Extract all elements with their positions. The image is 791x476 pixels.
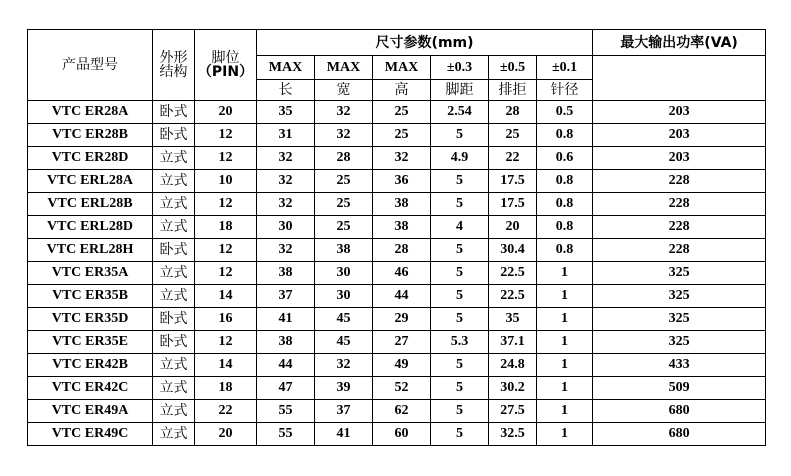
table-row [28,193,766,216]
table-row [28,285,766,308]
cell-pitch: 5 [431,423,489,446]
table-row [28,101,766,124]
cell-width: 45 [315,308,373,331]
cell-shape: 卧式 [153,101,195,124]
cell-pin-diam: 1 [537,308,593,331]
header-pins [195,30,257,101]
header-shape-line2: 结构 [159,64,188,80]
cell-model: VTC ER49A [28,400,153,423]
cell-height: 25 [373,124,431,147]
cell-model: VTC ER42B [28,354,153,377]
cell-spacing: 37.1 [489,331,537,354]
cell-pitch: 5 [431,354,489,377]
cell-model: VTC ERL28H [28,239,153,262]
table-row [28,239,766,262]
cell-length: 31 [257,124,315,147]
table-row [28,147,766,170]
table-row [28,331,766,354]
cell-length: 32 [257,170,315,193]
cell-pin-diam: 0.8 [537,216,593,239]
cell-shape: 立式 [153,377,195,400]
header-dimensions: 尺寸参数(mm) [257,30,593,56]
cell-pins: 10 [195,170,257,193]
cell-power: 325 [593,331,766,354]
header-width: 宽 [315,80,373,101]
cell-pitch: 4 [431,216,489,239]
cell-power: 228 [593,170,766,193]
header-height-tol: MAX [373,56,431,80]
header-pin-diam: 针径 [537,80,593,101]
cell-length: 55 [257,400,315,423]
cell-spacing: 35 [489,308,537,331]
cell-width: 28 [315,147,373,170]
cell-pin-diam: 1 [537,400,593,423]
cell-pitch: 5 [431,400,489,423]
table-row [28,400,766,423]
cell-pins: 12 [195,239,257,262]
cell-length: 38 [257,331,315,354]
cell-power: 509 [593,377,766,400]
cell-height: 62 [373,400,431,423]
cell-pins: 12 [195,147,257,170]
cell-shape: 卧式 [153,124,195,147]
cell-pitch: 5 [431,308,489,331]
header-power: 最大输出功率(VA) [593,30,766,56]
cell-width: 41 [315,423,373,446]
table-row [28,262,766,285]
header-length-tol: MAX [257,56,315,80]
cell-height: 25 [373,101,431,124]
table-row [28,124,766,147]
header-width-tol: MAX [315,56,373,80]
header-pitch-tol: ±0.3 [431,56,489,80]
table-row [28,377,766,400]
cell-pin-diam: 1 [537,331,593,354]
cell-pitch: 5 [431,170,489,193]
cell-pin-diam: 0.8 [537,124,593,147]
cell-power: 203 [593,101,766,124]
cell-power: 325 [593,285,766,308]
header-row-1 [28,30,766,56]
cell-height: 27 [373,331,431,354]
cell-length: 35 [257,101,315,124]
cell-power: 228 [593,216,766,239]
cell-shape: 立式 [153,170,195,193]
cell-power: 228 [593,193,766,216]
cell-power: 325 [593,308,766,331]
cell-power: 680 [593,400,766,423]
cell-pins: 22 [195,400,257,423]
cell-pitch: 2.54 [431,101,489,124]
cell-pitch: 5 [431,262,489,285]
cell-spacing: 30.2 [489,377,537,400]
cell-pitch: 5 [431,285,489,308]
cell-width: 32 [315,101,373,124]
cell-length: 38 [257,262,315,285]
cell-width: 32 [315,354,373,377]
header-pins-line2: （PIN） [197,64,254,80]
cell-height: 49 [373,354,431,377]
cell-spacing: 32.5 [489,423,537,446]
cell-shape: 立式 [153,216,195,239]
cell-pins: 12 [195,124,257,147]
cell-power: 228 [593,239,766,262]
cell-spacing: 22.5 [489,285,537,308]
cell-width: 25 [315,216,373,239]
header-height: 高 [373,80,431,101]
cell-power: 680 [593,423,766,446]
cell-shape: 立式 [153,423,195,446]
cell-model: VTC ER35D [28,308,153,331]
cell-spacing: 22.5 [489,262,537,285]
cell-power: 203 [593,124,766,147]
cell-model: VTC ER49C [28,423,153,446]
cell-width: 30 [315,262,373,285]
header-pins-line1: 脚位 [211,50,240,66]
cell-pin-diam: 1 [537,354,593,377]
cell-length: 47 [257,377,315,400]
cell-shape: 卧式 [153,331,195,354]
cell-height: 28 [373,239,431,262]
cell-power: 433 [593,354,766,377]
cell-shape: 立式 [153,285,195,308]
cell-pins: 20 [195,423,257,446]
cell-height: 29 [373,308,431,331]
cell-length: 44 [257,354,315,377]
table-row [28,216,766,239]
table-row [28,170,766,193]
cell-spacing: 25 [489,124,537,147]
cell-pin-diam: 1 [537,285,593,308]
cell-shape: 卧式 [153,239,195,262]
cell-pitch: 5 [431,377,489,400]
cell-pitch: 4.9 [431,147,489,170]
cell-model: VTC ER28D [28,147,153,170]
cell-pins: 20 [195,101,257,124]
header-spacing: 排拒 [489,80,537,101]
header-pitch: 脚距 [431,80,489,101]
cell-shape: 立式 [153,354,195,377]
cell-height: 60 [373,423,431,446]
cell-model: VTC ER35B [28,285,153,308]
cell-model: VTC ERL28B [28,193,153,216]
cell-length: 32 [257,239,315,262]
cell-height: 38 [373,216,431,239]
table-row [28,308,766,331]
cell-shape: 立式 [153,400,195,423]
cell-pin-diam: 0.8 [537,193,593,216]
cell-model: VTC ER42C [28,377,153,400]
cell-model: VTC ERL28A [28,170,153,193]
cell-length: 30 [257,216,315,239]
cell-shape: 立式 [153,193,195,216]
header-pin-diam-tol: ±0.1 [537,56,593,80]
cell-length: 32 [257,193,315,216]
header-spacing-tol: ±0.5 [489,56,537,80]
cell-shape: 立式 [153,147,195,170]
cell-pins: 14 [195,285,257,308]
header-shape [153,30,195,101]
cell-pin-diam: 0.8 [537,239,593,262]
cell-spacing: 24.8 [489,354,537,377]
cell-height: 36 [373,170,431,193]
cell-model: VTC ERL28D [28,216,153,239]
cell-pins: 12 [195,193,257,216]
cell-pitch: 5 [431,193,489,216]
cell-pins: 12 [195,262,257,285]
header-shape-line1: 外形 [159,50,188,66]
cell-pins: 14 [195,354,257,377]
cell-shape: 立式 [153,262,195,285]
cell-length: 55 [257,423,315,446]
cell-model: VTC ER35A [28,262,153,285]
cell-model: VTC ER28A [28,101,153,124]
cell-pitch: 5 [431,239,489,262]
cell-pin-diam: 1 [537,262,593,285]
header-model: 产品型号 [28,30,153,101]
cell-spacing: 17.5 [489,170,537,193]
cell-pitch: 5.3 [431,331,489,354]
cell-model: VTC ER35E [28,331,153,354]
cell-length: 41 [257,308,315,331]
table-row [28,423,766,446]
cell-pin-diam: 1 [537,423,593,446]
cell-model: VTC ER28B [28,124,153,147]
cell-width: 32 [315,124,373,147]
table-row [28,354,766,377]
cell-spacing: 17.5 [489,193,537,216]
cell-width: 39 [315,377,373,400]
cell-pins: 12 [195,331,257,354]
cell-pin-diam: 0.6 [537,147,593,170]
cell-height: 44 [373,285,431,308]
cell-height: 46 [373,262,431,285]
cell-spacing: 30.4 [489,239,537,262]
cell-width: 30 [315,285,373,308]
cell-height: 52 [373,377,431,400]
cell-length: 32 [257,147,315,170]
cell-pin-diam: 0.5 [537,101,593,124]
cell-width: 38 [315,239,373,262]
cell-pin-diam: 0.8 [537,170,593,193]
cell-pitch: 5 [431,124,489,147]
header-power-blank [593,56,766,101]
cell-width: 25 [315,193,373,216]
header-length: 长 [257,80,315,101]
cell-spacing: 20 [489,216,537,239]
cell-spacing: 28 [489,101,537,124]
cell-height: 38 [373,193,431,216]
cell-pins: 16 [195,308,257,331]
cell-length: 37 [257,285,315,308]
cell-power: 203 [593,147,766,170]
cell-pin-diam: 1 [537,377,593,400]
cell-width: 25 [315,170,373,193]
cell-spacing: 22 [489,147,537,170]
cell-height: 32 [373,147,431,170]
cell-shape: 卧式 [153,308,195,331]
cell-spacing: 27.5 [489,400,537,423]
cell-width: 37 [315,400,373,423]
cell-power: 325 [593,262,766,285]
cell-width: 45 [315,331,373,354]
cell-pins: 18 [195,377,257,400]
spec-table [27,29,766,446]
cell-pins: 18 [195,216,257,239]
